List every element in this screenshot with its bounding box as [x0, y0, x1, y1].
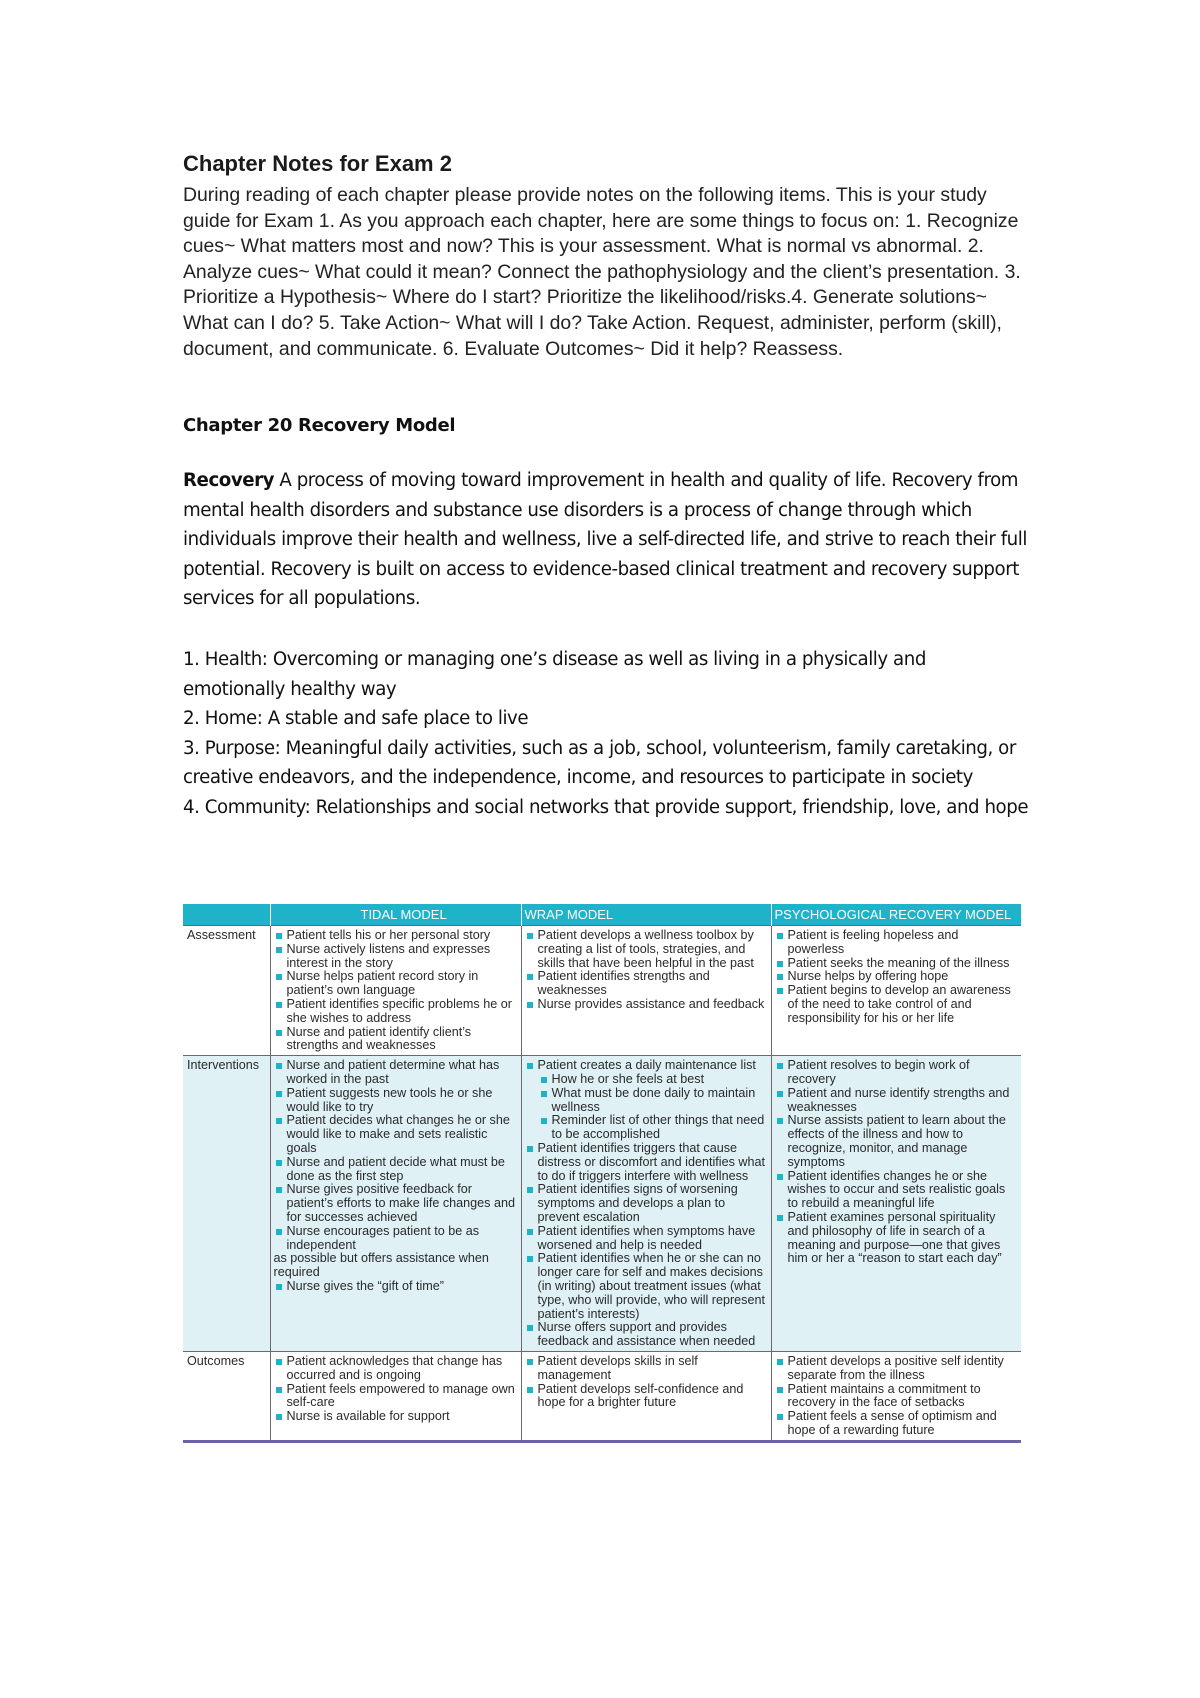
psych-cell	[771, 926, 1021, 1056]
list-item: Nurse helps patient record story in patient’s own language	[274, 970, 518, 998]
wrap-cell	[521, 1351, 771, 1441]
list-item: Patient identifies when symptoms have worsened and help is needed	[525, 1225, 768, 1253]
table-row-interventions	[183, 1056, 1021, 1352]
list-item: Nurse and patient identify client’s strengths and weaknesses	[274, 1026, 518, 1054]
list-item: Patient begins to develop an awareness of the need to take control of and responsibility for his or her life	[775, 984, 1019, 1025]
list-item: Patient identifies signs of worsening symptoms and develops a plan to prevent escalation	[525, 1183, 768, 1224]
list-item: Patient feels a sense of optimism and hope of a rewarding future	[775, 1410, 1019, 1438]
wrap-cell	[521, 1056, 771, 1352]
list-item: Patient acknowledges that change has occurred and is ongoing	[274, 1355, 518, 1383]
list-item: Patient seeks the meaning of the illness	[775, 957, 1019, 971]
recovery-definition	[183, 466, 1033, 614]
wrap-cell	[521, 926, 771, 1056]
recovery-term: Recovery	[183, 470, 275, 491]
psych-cell	[771, 1056, 1021, 1352]
list-item: Patient identifies changes he or she wishes to occur and sets realistic goals to rebuild a meaningful life	[775, 1170, 1019, 1211]
list-item: Nurse and patient decide what must be done as the first step	[274, 1156, 518, 1184]
dimension-home: 2. Home: A stable and safe place to live	[183, 708, 529, 730]
list-item: Patient identifies triggers that cause distress or discomfort and identifies what to do if triggers interfere with wellness	[525, 1142, 768, 1183]
sub-list-item: How he or she feels at best	[525, 1073, 768, 1087]
recovery-definition-text: A process of moving toward improvement in health and quality of life. Recovery from mental health disorders and substance use disorders is a process of change through which individuals improve their health and wellness, live a self-directed life, and strive to reach their full potential. Recovery is built on access to evidence-based clinical treatment and recovery support services for all populations.	[183, 470, 1027, 610]
recovery-models-table	[183, 904, 1021, 1443]
tidal-cell	[270, 926, 521, 1056]
chapter-title: Chapter 20 Recovery Model	[183, 415, 456, 436]
list-item: Nurse is available for support	[274, 1410, 518, 1424]
list-item: Patient suggests new tools he or she would like to try	[274, 1087, 518, 1115]
intro-paragraph: During reading of each chapter please provide notes on the following items. This is your study guide for Exam 1. As you approach each chapter, here are some things to focus on: 1. Recognize cues~ What matters most and now? This is your assessment. What is normal vs abnormal. 2. Analyze cues~ What could it mean? Connect the pathophysiology and the client’s presentation. 3. Prioritize a Hypothesis~ Where do I start? Prioritize the likelihood/risks.4. Generate solutions~ What can I do? 5. Take Action~ What will I do? Take Action. Request, administer, perform (skill), document, and communicate. 6. Evaluate Outcomes~ Did it help? Reassess.	[183, 184, 1021, 360]
dimension-community: 4. Community: Relationships and social networks that provide support, friendship, love, and hope	[183, 796, 1029, 818]
sub-list-item: What must be done daily to maintain wellness	[525, 1087, 768, 1115]
list-item-continuation: as possible but offers assistance when required	[273, 1251, 489, 1280]
list-item: Patient develops self-confidence and hope for a brighter future	[525, 1383, 768, 1411]
list-item: Patient identifies when he or she can no longer care for self and makes decisions (in writing) about treatment issues (what type, who will provide, who will represent patient’s interests)	[525, 1252, 768, 1321]
list-item: Patient identifies specific problems he or she wishes to address	[274, 998, 518, 1026]
list-item: Patient develops a wellness toolbox by creating a list of tools, strategies, and skills that have been helpful in the past	[525, 929, 768, 970]
tidal-cell	[270, 1056, 521, 1352]
list-item: Patient develops skills in self management	[525, 1355, 768, 1383]
list-item: Patient feels empowered to manage own self-care	[274, 1383, 518, 1411]
row-label: Interventions	[183, 1056, 270, 1352]
tidal-cell	[270, 1351, 521, 1441]
list-item: Nurse provides assistance and feedback	[525, 998, 768, 1012]
dimension-purpose: 3. Purpose: Meaningful daily activities, such as a job, school, volunteerism, family caretaking, or creative endeavors, and the independence, income, and resources to participate in society	[183, 737, 1016, 789]
table-row-assessment	[183, 926, 1021, 1056]
list-item: Nurse gives the “gift of time”	[274, 1280, 518, 1294]
table-header-row	[183, 904, 1021, 926]
list-item: Patient develops a positive self identity separate from the illness	[775, 1355, 1019, 1383]
psych-cell	[771, 1351, 1021, 1441]
sub-list-item: Reminder list of other things that need to be accomplished	[525, 1114, 768, 1142]
list-item: Nurse actively listens and expresses interest in the story	[274, 943, 518, 971]
table-header-empty	[183, 904, 270, 926]
list-item: Patient tells his or her personal story	[274, 929, 518, 943]
table-header-wrap: WRAP MODEL	[521, 904, 771, 926]
table-row-outcomes	[183, 1351, 1021, 1441]
list-item: Nurse gives positive feedback for patient’s efforts to make life changes and for successes achieved	[274, 1183, 518, 1224]
list-item: Nurse assists patient to learn about the effects of the illness and how to recognize, monitor, and manage symptoms	[775, 1114, 1019, 1169]
list-item: Nurse encourages patient to be as independent	[274, 1225, 518, 1253]
dimension-health: 1. Health: Overcoming or managing one’s disease as well as living in a physically and emotionally healthy way	[183, 649, 926, 700]
list-item: Nurse offers support and provides feedback and assistance when needed	[525, 1321, 768, 1349]
list-item: Patient and nurse identify strengths and weaknesses	[775, 1087, 1019, 1115]
list-item: Nurse helps by offering hope	[775, 970, 1019, 984]
list-item: Patient examines personal spirituality and philosophy of life in search of a meaning and purpose—one that gives him or her a “reason to start each day”	[775, 1211, 1019, 1266]
list-item: Patient decides what changes he or she would like to make and sets realistic goals	[274, 1114, 518, 1155]
list-item: Patient identifies strengths and weaknesses	[525, 970, 768, 998]
list-item: Nurse and patient determine what has worked in the past	[274, 1059, 518, 1087]
row-label: Outcomes	[183, 1351, 270, 1441]
recovery-dimensions-list	[183, 645, 1033, 823]
list-item: Patient creates a daily maintenance list	[525, 1059, 768, 1073]
page-title: Chapter Notes for Exam 2	[183, 151, 452, 176]
row-label: Assessment	[183, 926, 270, 1056]
table-header-psych: PSYCHOLOGICAL RECOVERY MODEL	[771, 904, 1021, 926]
table-header-tidal: TIDAL MODEL	[270, 904, 521, 926]
list-item: Patient is feeling hopeless and powerless	[775, 929, 1019, 957]
list-item: Patient maintains a commitment to recovery in the face of setbacks	[775, 1383, 1019, 1411]
list-item: Patient resolves to begin work of recovery	[775, 1059, 1019, 1087]
